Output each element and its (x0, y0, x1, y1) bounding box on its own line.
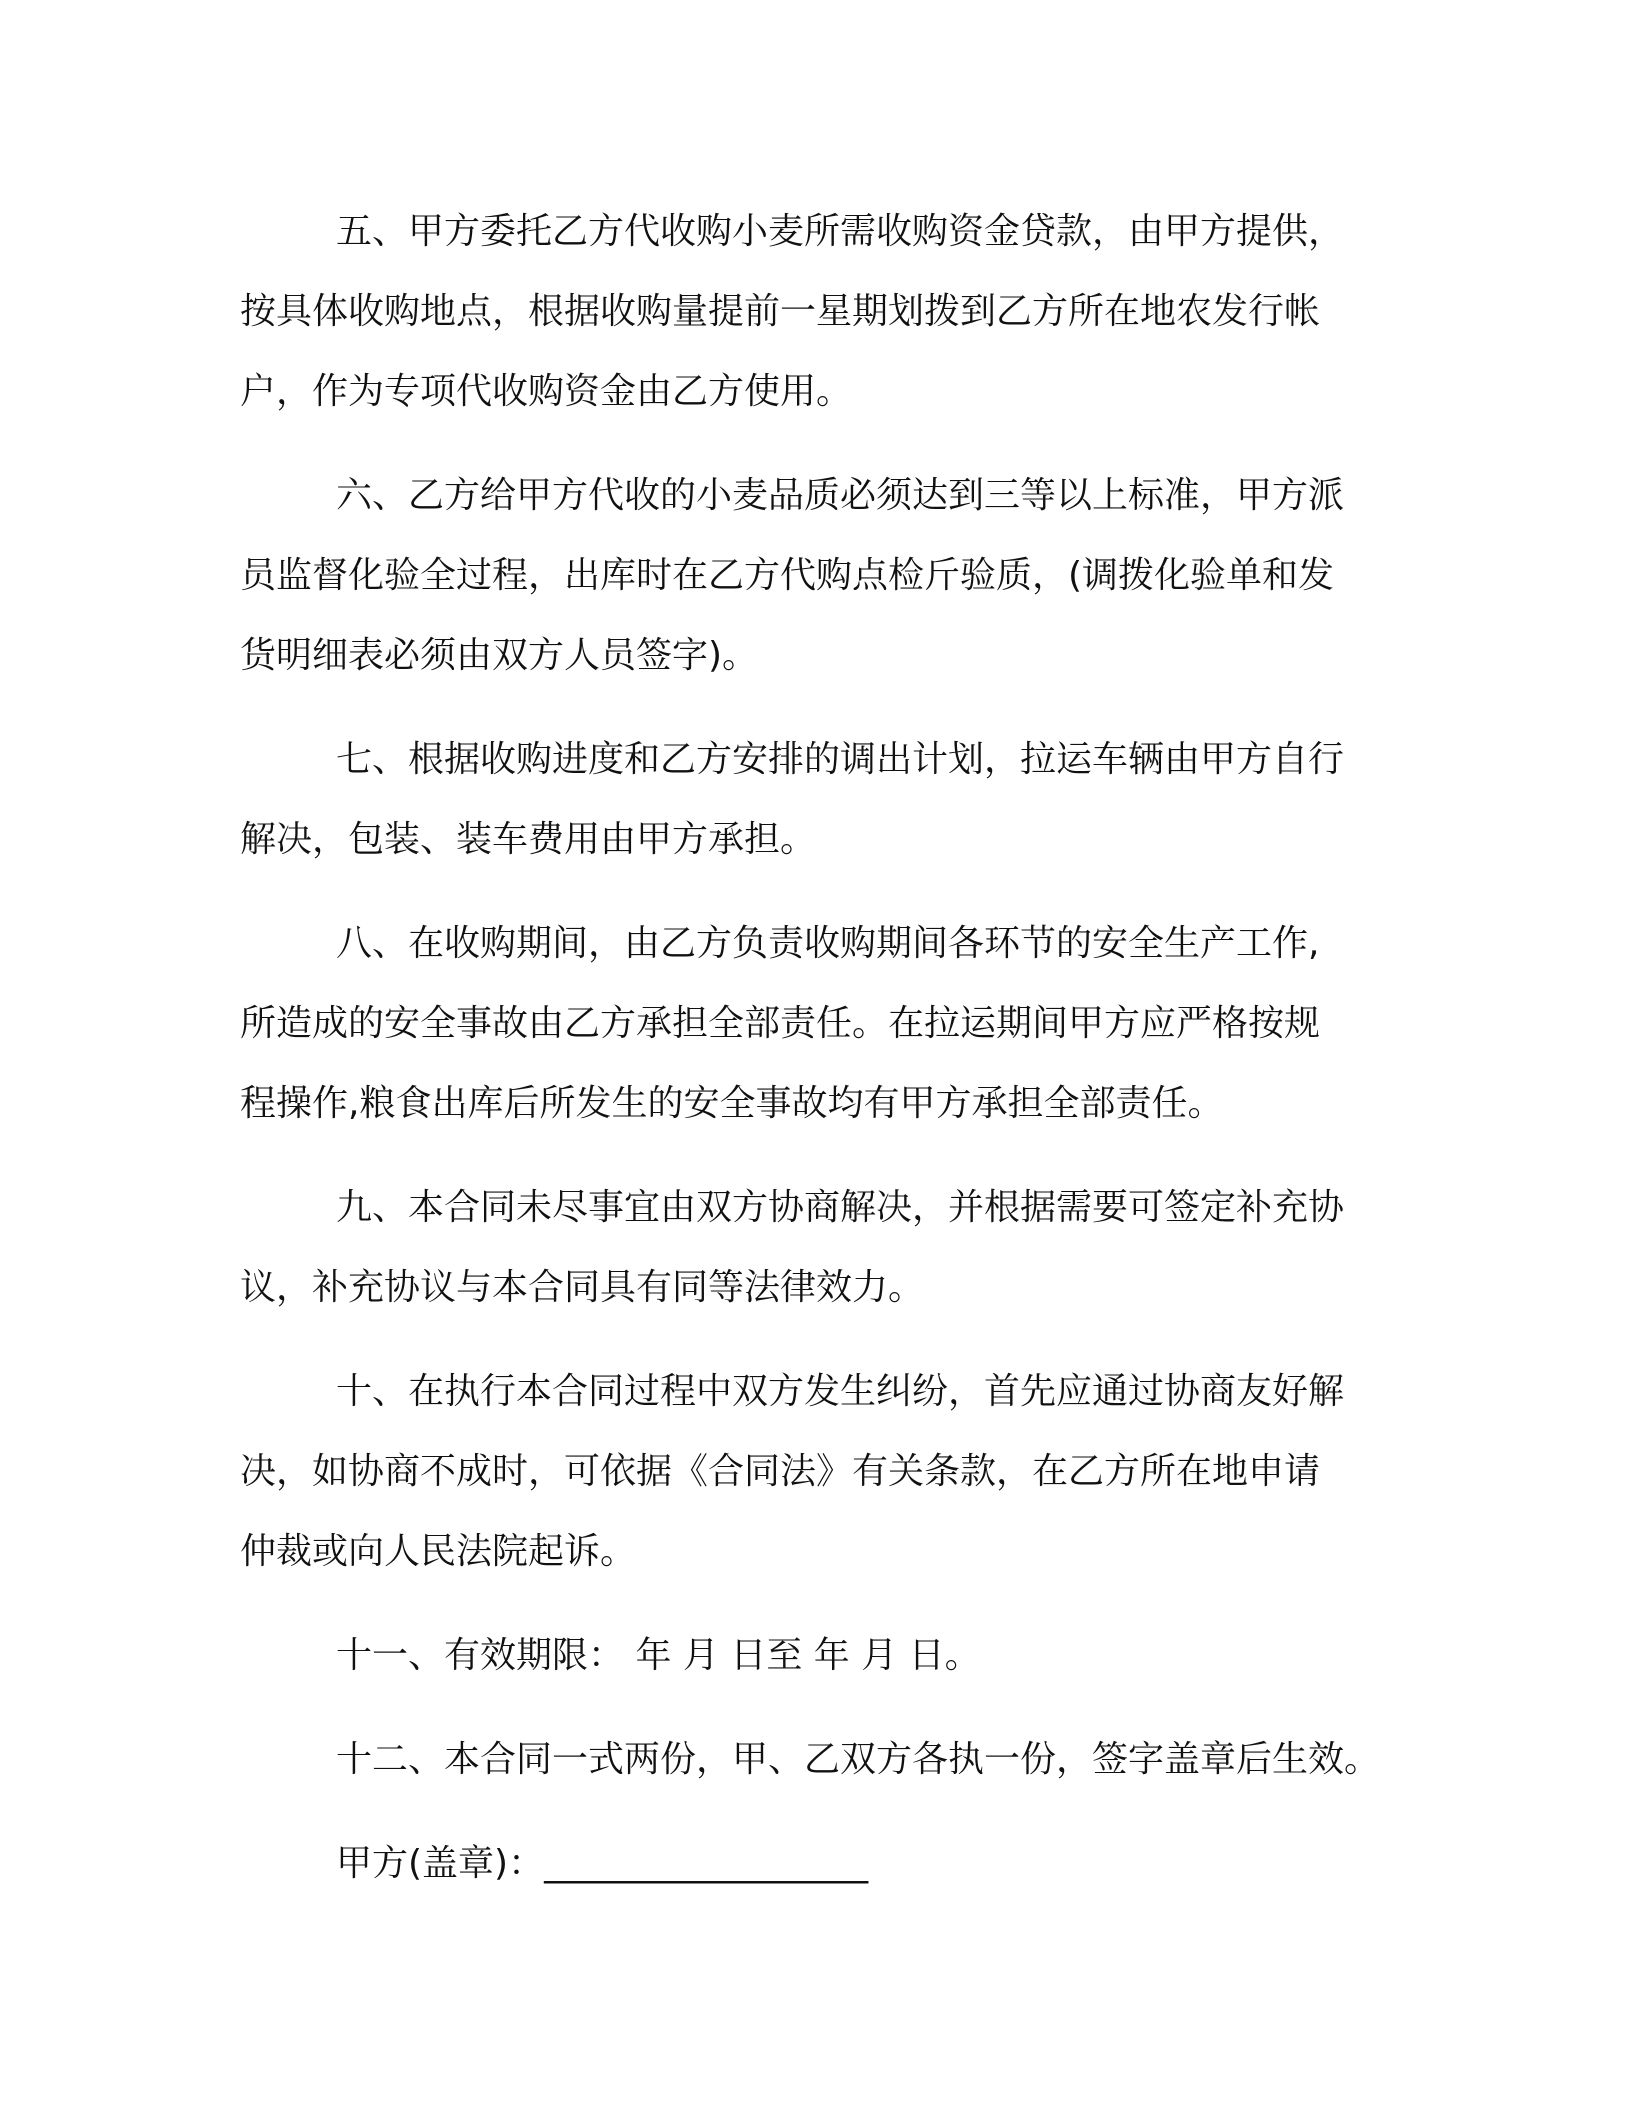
party-a-signature (240, 1824, 1400, 1904)
signature-blank: __________________ (544, 1843, 869, 1884)
clause-12 (240, 1720, 1400, 1800)
clause-11 (240, 1616, 1400, 1696)
clause-line: 程操作,粮食出库后所发生的安全事故均有甲方承担全部责任。 (240, 1083, 1224, 1124)
clause-line: 仲裁或向人民法院起诉。 (240, 1531, 637, 1572)
clause-7 (240, 720, 1400, 880)
document-page (240, 192, 1400, 1904)
clause-line: 户，作为专项代收购资金由乙方使用。 (240, 371, 853, 412)
clause-line: 解决，包装、装车费用由甲方承担。 (240, 819, 817, 860)
clause-line: 六、乙方给甲方代收的小麦品质必须达到三等以上标准，甲方派 (336, 475, 1345, 516)
clause-line: 八、在收购期间，由乙方负责收购期间各环节的安全生产工作, (336, 923, 1320, 964)
clause-line: 所造成的安全事故由乙方承担全部责任。在拉运期间甲方应严格按规 (240, 1003, 1321, 1044)
clause-line: 五、甲方委托乙方代收购小麦所需收购资金贷款，由甲方提供， (336, 211, 1345, 252)
clause-line: 货明细表必须由双方人员签字)。 (240, 635, 759, 676)
signature-label: 甲方(盖章)： (336, 1843, 545, 1884)
clause-line: 议，补充协议与本合同具有同等法律效力。 (240, 1267, 925, 1308)
clause-9 (240, 1168, 1400, 1328)
clause-line: 九、本合同未尽事宜由双方协商解决，并根据需要可签定补充协 (336, 1187, 1345, 1228)
clause-10 (240, 1352, 1400, 1592)
clause-5 (240, 192, 1400, 432)
clause-8 (240, 904, 1400, 1144)
clause-line: 按具体收购地点，根据收购量提前一星期划拨到乙方所在地农发行帐 (240, 291, 1321, 332)
clause-line: 十二、本合同一式两份，甲、乙双方各执一份，签字盖章后生效。 (336, 1739, 1381, 1780)
clause-line: 决，如协商不成时，可依据《合同法》有关条款，在乙方所在地申请 (240, 1451, 1321, 1492)
clause-line: 十一、有效期限： 年 月 日至 年 月 日。 (336, 1635, 981, 1676)
clause-6 (240, 456, 1400, 696)
clause-line: 员监督化验全过程，出库时在乙方代购点检斤验质，(调拨化验单和发 (240, 555, 1335, 596)
clause-line: 七、根据收购进度和乙方安排的调出计划，拉运车辆由甲方自行 (336, 739, 1345, 780)
clause-line: 十、在执行本合同过程中双方发生纠纷，首先应通过协商友好解 (336, 1371, 1345, 1412)
